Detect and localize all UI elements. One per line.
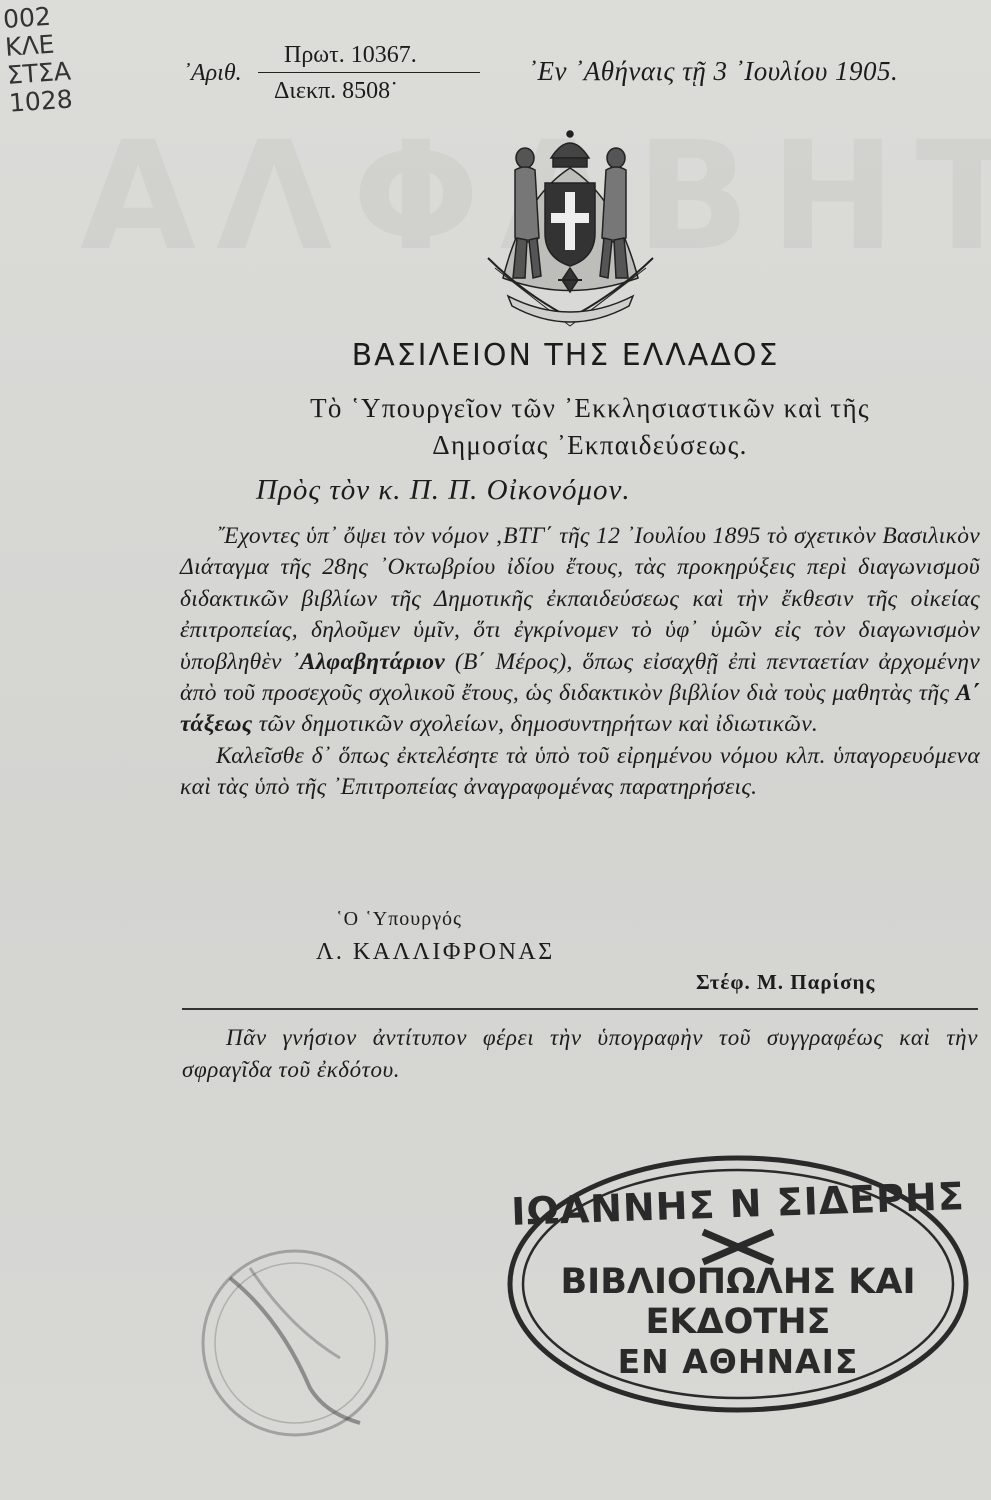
body-paragraph (180, 521, 980, 741)
protocol-numbers (258, 40, 480, 106)
handnote-line: ΚΛΕ (4, 29, 56, 62)
handnote-line: ΣΤΣΑ (6, 56, 72, 90)
handnote-line: 1028 (8, 84, 74, 118)
stamp-profession: ΒΙΒΛΙΟΠΩΛΗΣ ΚΑΙ ΕΚΔΟΤΗΣ (560, 1262, 916, 1342)
footnote-divider (182, 1008, 978, 1010)
authenticity-text: Πᾶν γνήσιον ἀντίτυπον φέρει τὴν ὑπογραφὴν τοῦ συγγραφέως καὶ τὴν σφραγῖδα τοῦ ἐκδότου. (182, 1025, 978, 1082)
body-text-segment: ῎Εχοντες ὑπ᾿ ὄψει τὸν νόμον ‚ΒΤΓ΄ τῆς 12 ᾿Ιουλίου 1895 τὸ σχετικὸν Βασιλικὸν Διάταγμα τῆς 28ης ᾿Οκτωβρίου ἰδίου ἔτους, τὰς προκηρύξεις περὶ διαγωνισμοῦ διδακτικῶν βιβλίων τῆς Δημοτικῆς ἐκπαιδεύσεως καὶ τὴν ἔκθεσιν τῆς οἰκείας ἐπιτροπείας, δηλοῦμεν ὑμῖν, ὅτι ἐγκρίνομεν τὸ ὑφ᾿ ὑμῶν εἰς τὸν διαγωνισμὸν ὑποβληθὲν (180, 523, 980, 675)
ministry-line: Δημοσίας ᾿Εκπαιδεύσεως. (432, 430, 748, 460)
addressee: Πρὸς τὸν κ. Π. Π. Οἰκονόμον. (256, 474, 631, 506)
minister-title: ῾Ο ῾Υπουργός (336, 908, 462, 930)
handwritten-archive-note (2, 0, 122, 118)
stamp-location: ΕΝ ΑΘΗΝΑΙΣ (617, 1342, 859, 1381)
royal-coat-of-arms (483, 128, 658, 340)
body-text-segment: (Β΄ Μέρος), ὅπως εἰσαχθῇ ἐπὶ πενταετίαν ἀρχομένην ἀπὸ τοῦ προσεχοῦς σχολικοῦ ἔτους, ὡς διδακτικὸν βιβλίον διὰ τοὺς μαθητὰς τῆς (180, 648, 980, 707)
class-designation: Α΄ τάξεως (180, 680, 980, 738)
body-text-segment: τῶν δημοτικῶν σχολείων, δημοσυντηρήτων καὶ ἰδιωτικῶν. (258, 711, 819, 738)
kingdom-heading: ΒΑΣΙΛΕΙΟΝ ΤΗΣ ΕΛΛΑΔΟΣ (351, 338, 780, 373)
body-paragraph: Καλεῖσθε δ᾿ ὅπως ἐκτελέσητε τὰ ὑπὸ τοῦ εἰρημένου νόμου κλπ. ὑπαγορευόμενα καὶ τὰς ὑπὸ τῆς ᾿Επιτροπείας ἀναγραφομένας παρατηρήσεις. (180, 742, 980, 801)
number-label: ᾿Αριθ. (183, 60, 242, 86)
stamp-publisher-name: ΙΩΑΝΝΗΣ Ν ΣΙΔΕΡΗΣ (510, 1174, 966, 1234)
document-date: ᾿Εν ᾿Αθήναις τῇ 3 ᾿Ιουλίου 1905. (528, 56, 899, 86)
minister-name: Λ. ΚΑΛΛΙΦΡΟΝΑΣ (316, 939, 555, 965)
crossed-quills-icon (703, 1232, 773, 1262)
letter-body (180, 521, 980, 804)
authenticity-notice (182, 1022, 978, 1086)
ministry-line: Τὸ ῾Υπουργεῖον τῶν ᾿Εκκλησιαστικῶν καὶ τῆς (310, 393, 870, 423)
handnote-line: 002 (2, 1, 52, 34)
faded-signature-stamp (190, 1238, 400, 1448)
dispatch-number: Διεκπ. 8508˙ (274, 78, 399, 104)
secretary-signature: Στέφ. Μ. Παρίσης (696, 970, 876, 994)
protocol-divider (258, 72, 480, 73)
publisher-stamp (503, 1152, 973, 1417)
book-title: ᾿Αλφαβητάριον (291, 648, 446, 675)
protocol-number: Πρωτ. 10367. (284, 42, 417, 68)
ministry-heading (230, 390, 950, 464)
